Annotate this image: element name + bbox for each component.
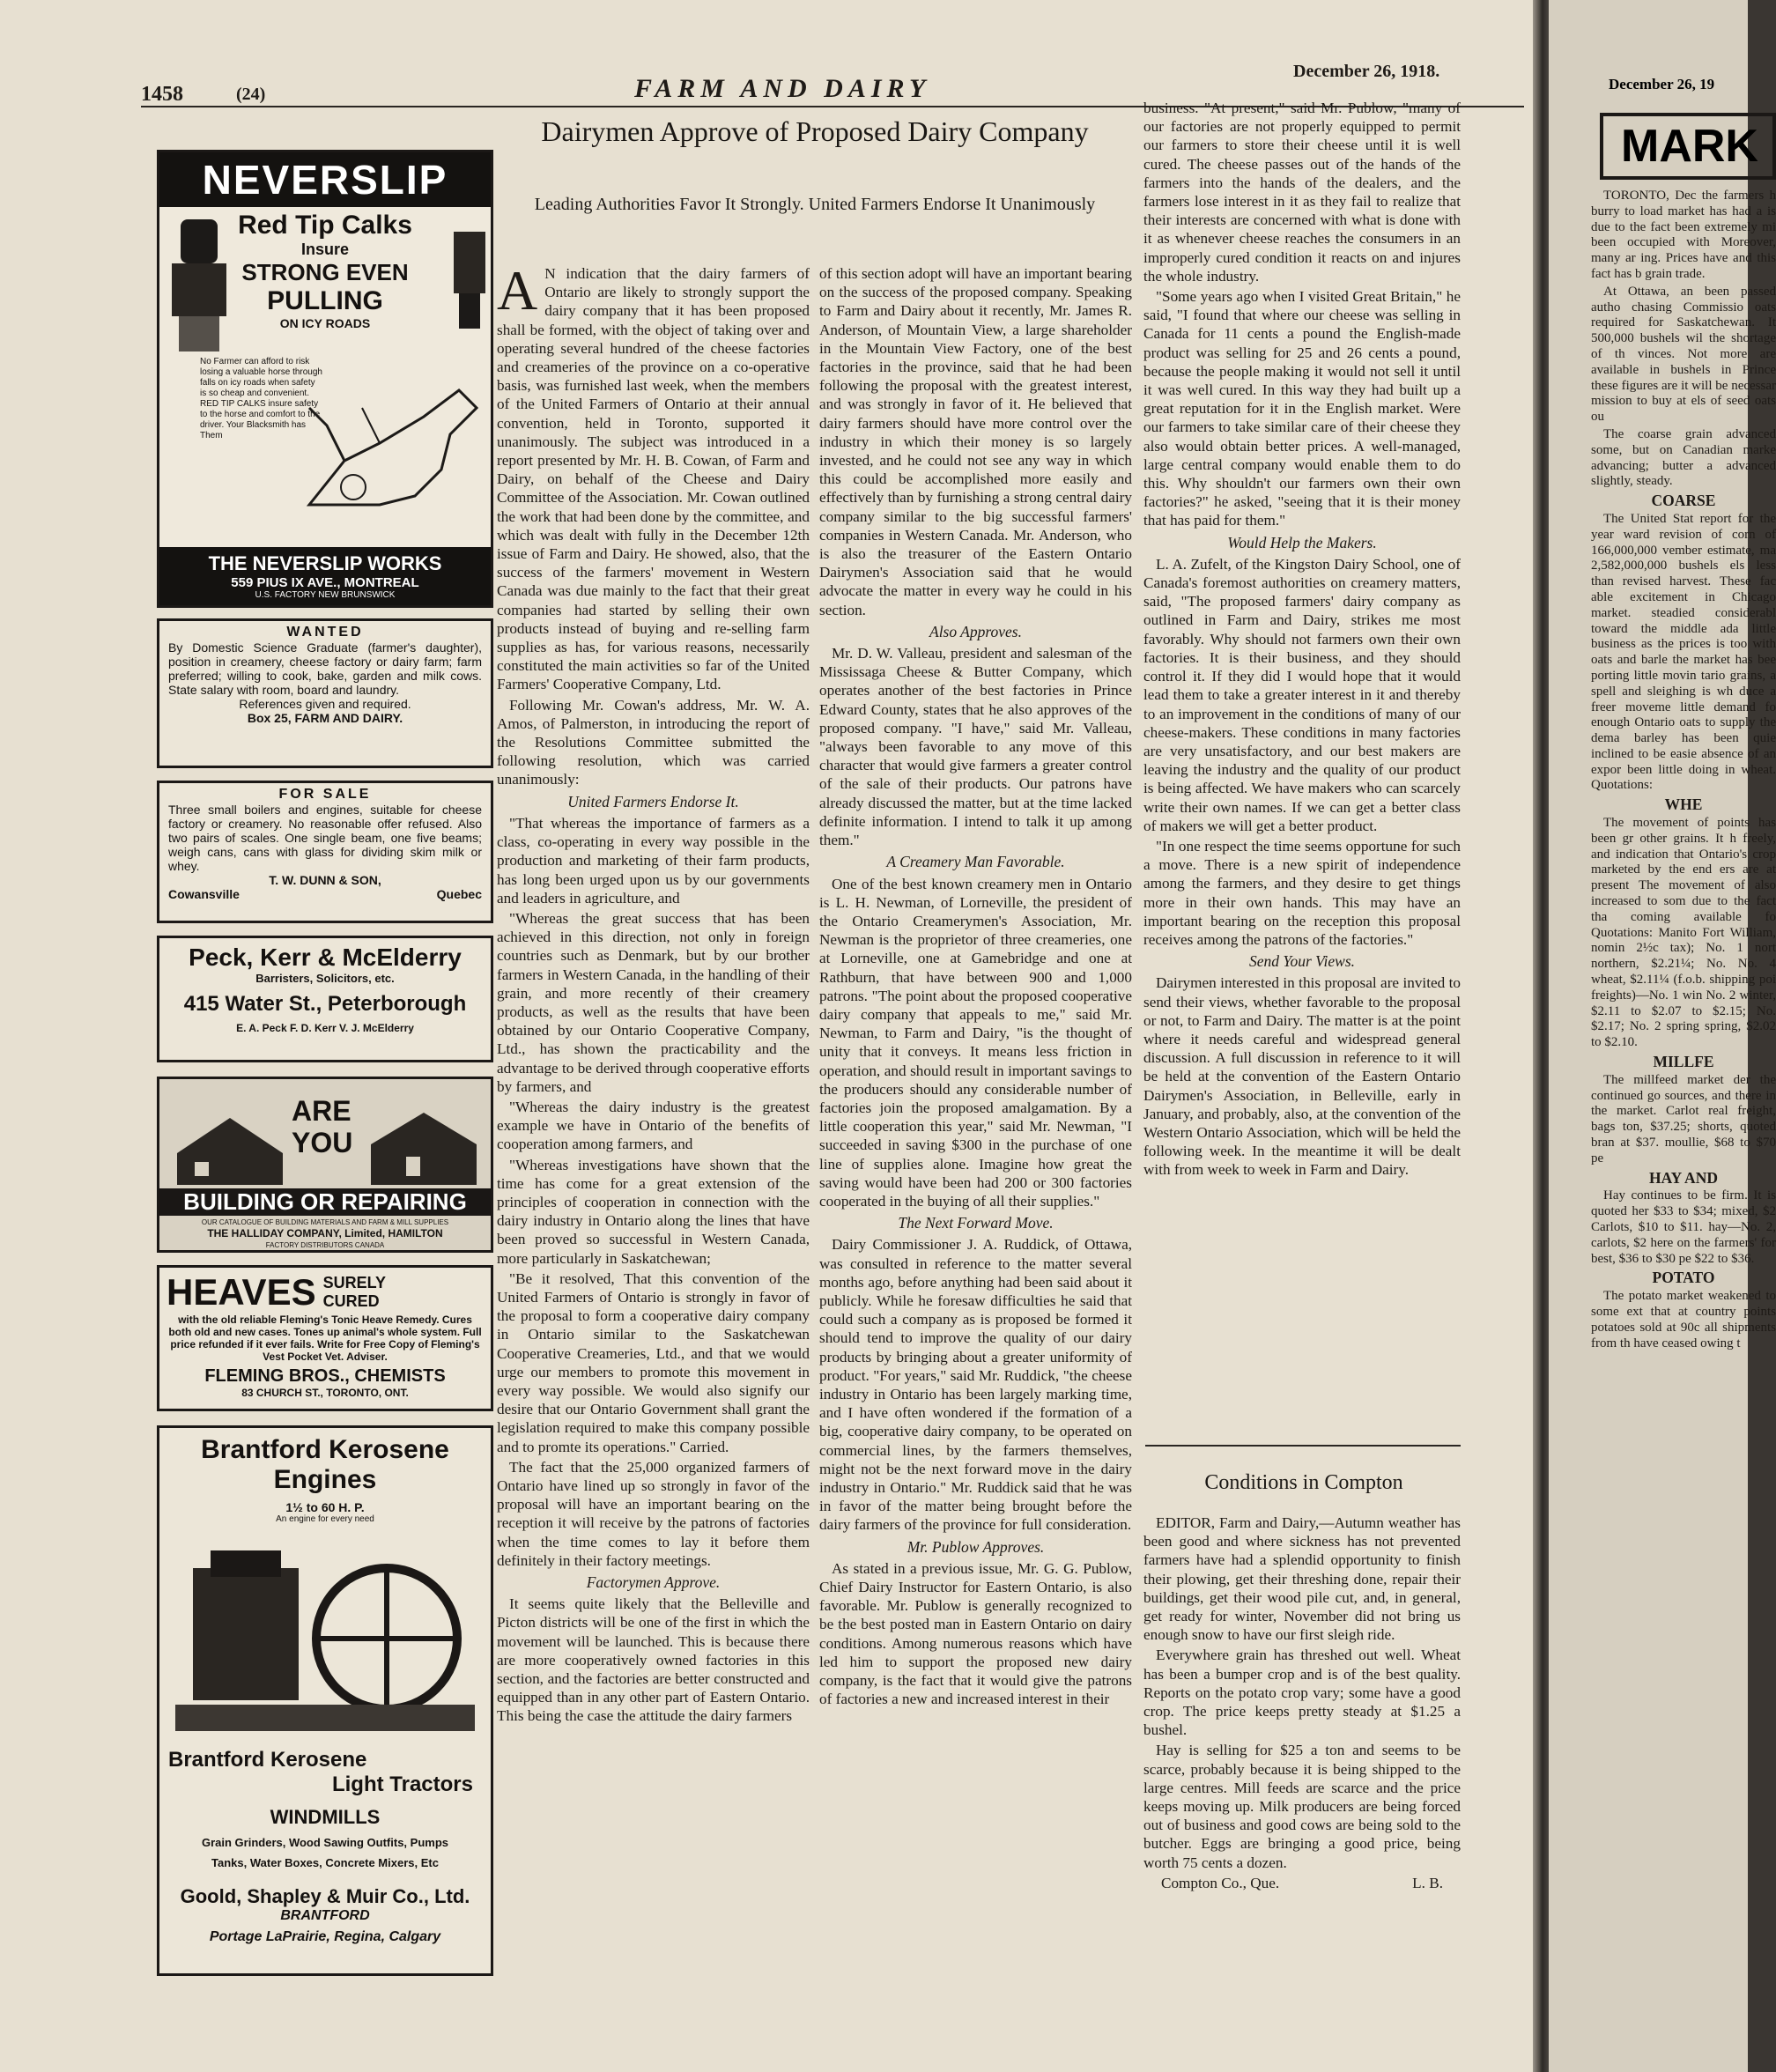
peck-address: 415 Water St., Peterborough: [183, 992, 467, 1016]
market-subhead: COARSE: [1651, 492, 1716, 510]
subhead: The Next Forward Move.: [898, 1214, 1054, 1232]
peck-firm: Peck, Kerr & McElderry: [189, 944, 462, 971]
drop-cap: A: [497, 259, 538, 322]
paragraph: "Whereas investigations have shown that the time has come for a great extension of the principles of cooperation in connection with the dairy industry in Ontario along the lines that have been proved so successful in Western Canada, more particularly in Saskatchewan;: [497, 1156, 810, 1267]
brantford-tractors2: Light Tractors: [331, 1772, 473, 1796]
halliday-company: THE HALLIDAY COMPANY, Limited, HAMILTON: [207, 1227, 443, 1240]
paragraph: As stated in a previous issue, Mr. G. G. Publow, Chief Dairy Instructor for Eastern Ontario, is also favorable. Mr. Publow is generally recognized to be the best posted man in Eastern Ontario on dairy conditions. Among numerous reasons which have led him to support the proposed new dairy company, is the fact that it would give the patrons of factories a new and increased interest in their: [819, 1559, 1132, 1708]
market-paragraph: The movement of points has been gr other grains. It h freely, and indication that Ontario's crop marketed by the end ers are at present The movement of also increased to som due to the fact tha coming available fo Quotations: Manito Fort William, nomin 2½c tax); No. 1 nort northern, $2.21¼; No. No. 4 wheat, $2.11¼ (f.o.b. shipping poi freights)—No. 1 win No. 2 winter, $2.11 to $2.07 to $2.15; No. $2.17; No. 2 spring spring, $2.02 to $2.10.: [1591, 816, 1776, 1050]
paragraph: It seems quite likely that the Belleville and Picton districts will be one of the first in which the movement will be launched. This is because there are more cooperatively owned factories in this section, and the factories are better constructed and equipped than in any other part of Eastern Ontario. This being the case the attitude the dairy farmers: [497, 1595, 810, 1725]
brantford-city: BRANTFORD: [280, 1908, 370, 1923]
adjacent-date: December 26, 19: [1609, 76, 1715, 92]
compton-paragraph: Hay is selling for $25 a ton and seems to be scarce, probably because it is being shipped to the large centres. Mill feeds are scarce and the price keeps moving up. Milk producers are being forced out of business and good cows are being sold to the butcher. Eggs are bringing a good price, being worth 75 cents a dozen.: [1143, 1742, 1461, 1871]
forsale-head: FOR SALE: [278, 787, 372, 802]
paragraph: business. "At present," said Mr. Publow, "many of our factories are not properly equipped to permit our farmers to store their cheese until it is well cured. The cheese passes out of the hands of the farmers into the hands of the dealers, and the farmers lose interest in it as they fail to realize that their interests are concerned with what is done with it as whenever cheese reaches the consumers in an improperly cured condition it reacts on and injures the whole industry.: [1143, 100, 1461, 285]
adjacent-title: MARK: [1621, 121, 1758, 172]
peck-kerr-ad: [157, 936, 493, 1062]
paragraph: "Some years ago when I visited Great Britain," he said, "I found that where our cheese was selling in Canada for 11 cents a pound the English-made product was selling for 25 and 26 cents a pound, because the people making it would not sell it until it was well cured. In this way they had built up a great reputation for it in the English market. Were our farmers to take similar care of their cheese they also would obtain better prices. A well-managed, large central company would enable them to do this. Why shouldn't our farmers own their own factories?" he asked, "seeing that it is their money that has paid for them.": [1143, 288, 1461, 529]
compton-column: [1143, 1513, 1461, 2007]
neverslip-brand: NEVERSLIP: [159, 152, 491, 207]
neverslip-body: No Farmer can afford to risk losing a valuable horse through falls on icy roads when safety is so cheap and convenient. RED TIP CALKS insure safety to the horse and comfort to the driver. Your Blacksmith has Them: [200, 357, 322, 440]
page-sub: (24): [236, 85, 266, 104]
paragraph: Following Mr. Cowan's address, Mr. W. A. Amos, of Palmerston, in introducing the report of the Resolutions Committee submitted the following resolution, which was carried unanimously:: [497, 696, 810, 788]
neverslip-address: 559 PIUS IX AVE., MONTREAL: [231, 575, 419, 590]
market-subhead: POTATO: [1652, 1269, 1715, 1287]
brantford-list1: Grain Grinders, Wood Sawing Outfits, Pumps: [201, 1836, 448, 1849]
wanted-ad: [157, 618, 493, 768]
neverslip-line4: PULLING: [267, 286, 383, 315]
forsale-firm: T. W. DUNN & SON,: [269, 873, 381, 887]
market-paragraph: The United Stat report for the year ward revision of corn of 166,000,000 vember estimate, ma 2,582,000,000 bushels els less than revised harvest. These fac able excitement in Chicago market. steadied considerabl toward the middle ada little business as the prices is too with oats and barle the market has bee porting little movin tario grains, a spell and sleighing is wh duce a freer moveme little demand fo enough Ontario oats to supply the dema barley has been quie inclined to be easie absence of an expor been little doing in wheat. Quotations:: [1591, 511, 1776, 793]
subhead: A Creamery Man Favorable.: [886, 853, 1065, 871]
article-subtitle: Leading Authorities Favor It Strongly. United Farmers Endorse It Unanimously: [534, 195, 1096, 214]
heaves-ad: [157, 1265, 493, 1411]
market-subhead: HAY AND: [1649, 1168, 1718, 1187]
paragraph: The fact that the 25,000 organized farmers of Ontario have lined up so strongly in favor of the proposal will have an important bearing on the reception it will receive by the patrons of factories when the time comes to lay it before them definitely in their factory meetings.: [497, 1458, 810, 1569]
article-title: Dairymen Approve of Proposed Dairy Company: [541, 115, 1089, 147]
subhead: Mr. Publow Approves.: [906, 1537, 1045, 1556]
article-column-2: [819, 264, 1132, 2017]
brantford-need: An engine for every need: [276, 1514, 374, 1524]
brantford-tractors1: Brantford Kerosene: [168, 1748, 367, 1772]
column-rule: [1145, 1445, 1461, 1447]
subhead: Send Your Views.: [1248, 952, 1356, 971]
market-paragraph: The potato market weakened to some ext that at country points potatoes sold at 90c all shipments from th have ceased owing t: [1591, 1289, 1776, 1350]
wanted-box: Box 25, FARM AND DAIRY.: [247, 711, 403, 725]
calk-icon-right: [450, 223, 489, 346]
heaves-body: with the old reliable Fleming's Tonic Heave Remedy. Cures both old and new cases. Tones up animal's whole system. Full price refunded if it ever fails. Write for Free Copy of Fleming's Vest Pocket Vet. Adviser.: [168, 1314, 482, 1363]
paragraph: "Be it resolved, That this convention of the United Farmers of Ontario is strongly in favor of the proposal to form a cooperative dairy company in Ontario similar to the Saskatchewan Cooperative Creameries, Ltd., and that we would urge our members to promote this movement in every way possible. We would also signify our desire that our Ontario Government shall grant the legislation required to make this company possible and to promte its operations." Carried.: [497, 1269, 810, 1455]
brantford-ad: [157, 1425, 493, 1976]
binding-gutter: [1533, 0, 1549, 2072]
adjacent-column: [1591, 189, 1776, 2047]
neverslip-company: THE NEVERSLIP WORKS: [208, 552, 442, 574]
heaves-sub2: CURED: [322, 1292, 380, 1310]
forsale-ad: [157, 781, 493, 923]
subhead: Factorymen Approve.: [586, 1573, 721, 1592]
paragraph: of this section adopt will have an important bearing on the success of the proposed company. Speaking to Farm and Dairy about it recently, Mr. James R. Anderson, of Mountain View, a large shareholder in the Mountain View Factory, one of the best factories in the province, said that he had been following the proposal with the greatest interest, and was strongly in favor of it. He believed that dairy farmers should have more control over the industry in which their money is so largely invested, and he could not see any way in which this could be accomplished more easily and effectively than by furnishing a strong central dairy company similar to the big successful farmers' companies in Western Canada. Mr. Anderson, who is also the treasurer of the Eastern Ontario Dairymen's Association said that he would advocate the matter in every way he could in his section.: [819, 265, 1132, 618]
compton-paragraph: EDITOR, Farm and Dairy,—Autumn weather has been good and where sickness has not prevented farmers have had a splendid opportunity to finish their plowing, get their threshing done, repair their buildings, get their wood pile cut, and, in general, get ready for winter, November did not bring us enough snow to have our first sleigh ride.: [1143, 1514, 1461, 1644]
brantford-company: Goold, Shapley & Muir Co., Ltd.: [180, 1885, 470, 1907]
compton-initials: L. B.: [1412, 1874, 1443, 1891]
paragraph: Dairymen interested in this proposal are invited to send their views, whether favorable to the proposal or not, to Farm and Dairy. The matter is at the point where it needs careful and widespread general discussion. A full discussion in reference to it will be held at the convention of the Eastern Ontario Dairymen's Association, in Belleville, early in January, and probably, also, at the convention of the Western Ontario Association, which will be held the following week. In the meantime it will be dealt with from week to week in Farm and Dairy.: [1143, 974, 1461, 1179]
neverslip-factory: U.S. FACTORY NEW BRUNSWICK: [255, 590, 396, 600]
heaves-company: FLEMING BROS., CHEMISTS: [204, 1366, 446, 1386]
halliday-line2: YOU: [292, 1127, 353, 1158]
forsale-prov: Quebec: [436, 887, 482, 901]
brantford-branches: Portage LaPrairie, Regina, Calgary: [209, 1929, 441, 1944]
wanted-body: By Domestic Science Graduate (farmer's daughter), position in creamery, cheese factory or dairy farm; farm preferred; willing to cook, bake, garden and milk cows. State salary with room, board and laundry.: [168, 640, 482, 697]
brantford-hp: 1½ to 60 H. P.: [285, 1500, 365, 1514]
compton-paragraph: Everywhere grain has threshed out well. Wheat has been a bumper crop and is of the best quality. Reports on the potato crop vary; some have a good crop. The price keeps pretty steady at $1.25 a bushel.: [1143, 1646, 1461, 1739]
horse-illustration: [292, 355, 485, 522]
engine-illustration: [175, 1533, 475, 1735]
neverslip-line1: Red Tip Calks: [238, 211, 412, 240]
halliday-line3: BUILDING OR REPAIRING: [159, 1188, 491, 1216]
article-column-1: [497, 259, 810, 2017]
neverslip-line5: ON ICY ROADS: [279, 316, 371, 330]
heaves-head: HEAVES: [166, 1271, 316, 1313]
halliday-line1: ARE: [292, 1095, 352, 1127]
paragraph: One of the best known creamery men in Ontario is L. H. Newman, of Lorneville, the president of the Ontario Creamerymen's Association, Mr. Newman is the proprietor of three creameries, one at Lorneville, one at Gamebridge and one at Rathburn, that have between 900 and 1,000 patrons. "The point about the proposed cooperative dairy company that appeals to me," said Mr. Newman, to Farm and Dairy, "is the thought of unity that it conveys. It means less friction in operation, and should result in important savings to the producers should any considerable number of factories join the proposed amalgamation. By a little cooperation this year," said Mr. Newman, "I succeeded in saving $300 in the purchase of one line of supplies alone. Imagine how great the saving would have been had 200 or 300 factories cooperated in the buying of all their supplies.": [819, 875, 1132, 1210]
market-paragraph: The coarse grain advanced some, but on Canadian marke advancing; butter a advanced slightly, steady.: [1591, 426, 1776, 489]
paragraph: Dairy Commissioner J. A. Ruddick, of Ottawa, was consulted in reference to the matter several months ago, before anything had been said about it publicly. While he foresaw difficulties he said that could such a company as is proposed be formed it should tend to improve the quality of our dairy products by bringing about a greater uniformity of product. "For years," said Mr. Ruddick, "the cheese industry in Ontario has been largely marking time, and I have often wondered if the formation of a big, cooperative dairy company, to be operated on commercial lines, by the farmers themselves, might not be the next forward move in the dairy industry in Ontario." Mr. Ruddick said that he was in favor of the matter being brought before the dairy farmers of the province for full consideration.: [819, 1236, 1132, 1534]
paragraph: "Whereas the dairy industry is the greatest example we have in Ontario of the benefits of cooperation among farmers, and: [497, 1098, 810, 1153]
peck-sub: Barristers, Solicitors, etc.: [255, 972, 395, 985]
market-subhead: MILLFE: [1653, 1053, 1714, 1071]
neverslip-line3: STRONG EVEN: [241, 259, 409, 285]
neverslip-line2: Insure: [300, 240, 350, 258]
brantford-windmills: WINDMILLS: [270, 1806, 381, 1828]
page-number: 1458: [141, 83, 183, 106]
halliday-country: FACTORY DISTRIBUTORS CANADA: [265, 1241, 385, 1249]
brantford-head: Brantford Kerosene Engines: [201, 1435, 449, 1494]
forsale-body: Three small boilers and engines, suitable for cheese factory or creamery. No reasonable offer refused. Also two pairs of scales. One single beam, one five beams; weigh cans, cans with glass for dividing skim milk or whey.: [168, 803, 482, 873]
forsale-town: Cowansville: [168, 887, 240, 901]
market-paragraph: The millfeed market der the continued go sources, and there in the market. Carlot real freight, bags ton, $37.25; shorts, quoted bran at $37. moullie, $68 to $70 pe: [1591, 1072, 1776, 1166]
masthead: FARM AND DAIRY: [634, 74, 931, 103]
peck-names: E. A. Peck F. D. Kerr V. J. McElderry: [236, 1022, 414, 1034]
header-date: December 26, 1918.: [1293, 62, 1440, 81]
brantford-list2: Tanks, Water Boxes, Concrete Mixers, Etc: [211, 1856, 439, 1869]
wanted-refs: References given and required.: [239, 697, 411, 711]
paragraph: "Whereas the great success that has been achieved in this direction, not only in foreign countries such as Denmark, but by our brother farmers in Western Canada, in the handling of their grain, and more recently of their creamery products, as well as the results that have been obtained by our Ontario Cooperative Company, Ltd., has shown the practicability and the advantage to be derived through cooperative efforts by farmers, and: [497, 909, 810, 1095]
neverslip-ad: [157, 150, 493, 608]
lead-paragraph: A N indication that the dairy farmers of Ontario are likely to strongly support the dairy company that it has been proposed shall be formed, with the object of taking over and operating several hundred of the cheese factories and creameries of the province on a co-operative basis, was furnished last week, when the members of the United Farmers of Ontario at their annual convention, held in Toronto, supported it unanimously. The subject was introduced in a report presented by Mr. H. B. Cowan, of Farm and Dairy, on behalf of the Cheese and Dairy Committee of the Association. Mr. Cowan outlined the work that had been done by the committee, and which was dealt with fully in the December 12th issue of Farm and Dairy. He showed, also, that the success of the farmers' movement in Western Canada was due mainly to the fact that their great companies had started by selling their own products instead of buying and re-selling farm supplies as has, for various reasons, necessarily constituted the main activities so far of the United Farmers' Cooperative Company, Ltd.: [497, 259, 810, 693]
halliday-small: OUR CATALOGUE OF BUILDING MATERIALS AND FARM & MILL SUPPLIES: [201, 1218, 449, 1226]
market-subhead: WHE: [1664, 796, 1703, 814]
wanted-head: WANTED: [286, 625, 364, 640]
subhead: United Farmers Endorse It.: [567, 792, 739, 810]
compton-title: Conditions in Compton: [1204, 1471, 1403, 1494]
paragraph: L. A. Zufelt, of the Kingston Dairy School, one of Canada's foremost authorities on creamery matters, said, "The proposed farmers' dairy company as outlined in Farm and Dairy, strikes me most favorably. Why should not farmers own their own factories. It is their business, and they should control it. If they did I would hope that it would lead them to take a greater interest in it and thereby to an improvement in the conditions of many of our cheese-makers. These conditions in many factories are very unsatisfactory, and our best makers are leaving the industry and the quality of our product is being affected. We have makers who can scarcely write their own names. If we can get a better class of makers we will get a better product.: [1143, 555, 1461, 834]
compton-signoff: Compton Co., Que.: [1161, 1874, 1280, 1891]
article-column-3: [1143, 99, 1461, 1424]
heaves-sub1: SURELY: [322, 1274, 386, 1291]
paragraph: Mr. D. W. Valleau, president and salesman of the Mississaga Cheese & Butter Company, which operates another of the best factories in Prince Edward County, states that he also approves of the proposed company. "I have," said Mr. Valleau, "always been favorable to any move of this character that would give farmers a greater control of the sale of their products. Our patrons have already discussed the matter, but at the time lacked definite information. I intend to talk it up among them.": [819, 645, 1132, 849]
heaves-address: 83 CHURCH ST., TORONTO, ONT.: [241, 1387, 409, 1399]
subhead: Would Help the Makers.: [1227, 533, 1377, 551]
paragraph: "In one respect the time seems opportune for such a move. There is a new spirit of independence among the farmers, and they desire to get things more in their own hands. This may have an important bearing on the reception this proposal receives among the patrons of the factories.": [1143, 837, 1461, 948]
market-paragraph: Hay continues to be firm. It is quoted her $33 to $34; mixed, $2 Carlots, $10 to $11. hay—No. 2, carlots, $2 here on the farmers' for best, $36 to $30 pe $22 to $36.: [1591, 1188, 1776, 1266]
calk-icon: [165, 211, 233, 369]
adjacent-page: [1549, 0, 1776, 2072]
halliday-ad: [157, 1077, 493, 1253]
market-paragraph: At Ottawa, an been passed autho chasing Commissio oats required for Saskatchewan. It 500,000 bushels wil the shortage of th vinces. Not more are available in bushels in Prince these figures are it will be necessar mission to buy at els of seed oats ou: [1591, 284, 1776, 425]
paragraph: "That whereas the importance of farmers as a class, co-operating in every way possible in the production and marketing of their farm products, has long been urged upon us by our governments and leaders in agriculture, and: [497, 814, 810, 906]
market-paragraph: TORONTO, Dec the farmers h burry to load market has had a is due to the fact been extremely mi been occupied with Moreover, many ar ing. Prices have and this fact has b grain trade.: [1591, 189, 1776, 281]
subhead: Also Approves.: [929, 622, 1022, 640]
